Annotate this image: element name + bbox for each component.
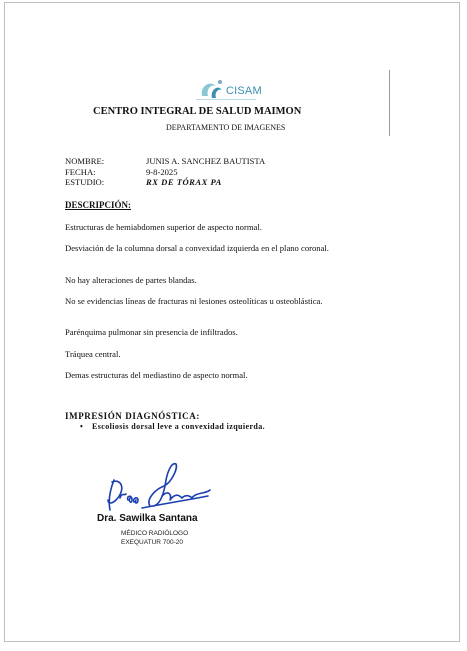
handwritten-signature-icon	[102, 460, 212, 512]
name-value: JUNIS A. SANCHEZ BAUTISTA	[146, 156, 266, 166]
finding-paragraph: Parénquima pulmonar sin presencia de infiltrados.	[65, 327, 238, 337]
study-row	[65, 177, 265, 188]
impression-list	[80, 422, 265, 431]
finding-paragraph: No hay alteraciones de partes blandas.	[65, 275, 197, 285]
patient-fields	[65, 156, 265, 188]
finding-paragraph: Demas estructuras del mediastino de aspecto normal.	[65, 370, 248, 380]
date-value: 9-8-2025	[146, 166, 178, 177]
finding-paragraph: Desviación de la columna dorsal a convexidad izquierda en el plano coronal.	[65, 243, 329, 253]
center-title: CENTRO INTEGRAL DE SALUD MAIMON	[93, 106, 302, 117]
date-label: FECHA:	[65, 166, 96, 177]
logo-underline	[196, 98, 256, 101]
finding-paragraph: No se evidencias líneas de fracturas ni lesiones osteolíticas u osteoblástica.	[65, 296, 323, 306]
impression-title: IMPRESIÓN DIAGNÓSTICA:	[65, 411, 200, 421]
logo-text: CISAM	[226, 85, 262, 97]
study-label: ESTUDIO:	[65, 177, 105, 187]
name-label: NOMBRE:	[65, 156, 105, 166]
signatory-name: Dra. Sawilka Santana	[97, 513, 198, 524]
study-value: RX DE TÓRAX PA	[146, 177, 222, 187]
signatory-role: MÉDICO RADIÓLOGO	[121, 530, 189, 537]
date-row	[65, 167, 265, 178]
signatory-license: EXEQUATUR 700-20	[121, 539, 184, 546]
impression-item: Escoliosis dorsal leve a convexidad izquierda.	[92, 422, 266, 431]
finding-paragraph: Tráquea central.	[65, 349, 121, 359]
bullet-icon: •	[80, 422, 84, 431]
margin-rule	[389, 70, 390, 136]
department-name: DEPARTAMENTO DE IMAGENES	[166, 123, 286, 132]
description-title: DESCRIPCIÓN:	[65, 200, 132, 210]
finding-paragraph: Estructuras de hemiabdomen superior de aspecto normal.	[65, 222, 262, 232]
name-row	[65, 156, 265, 167]
